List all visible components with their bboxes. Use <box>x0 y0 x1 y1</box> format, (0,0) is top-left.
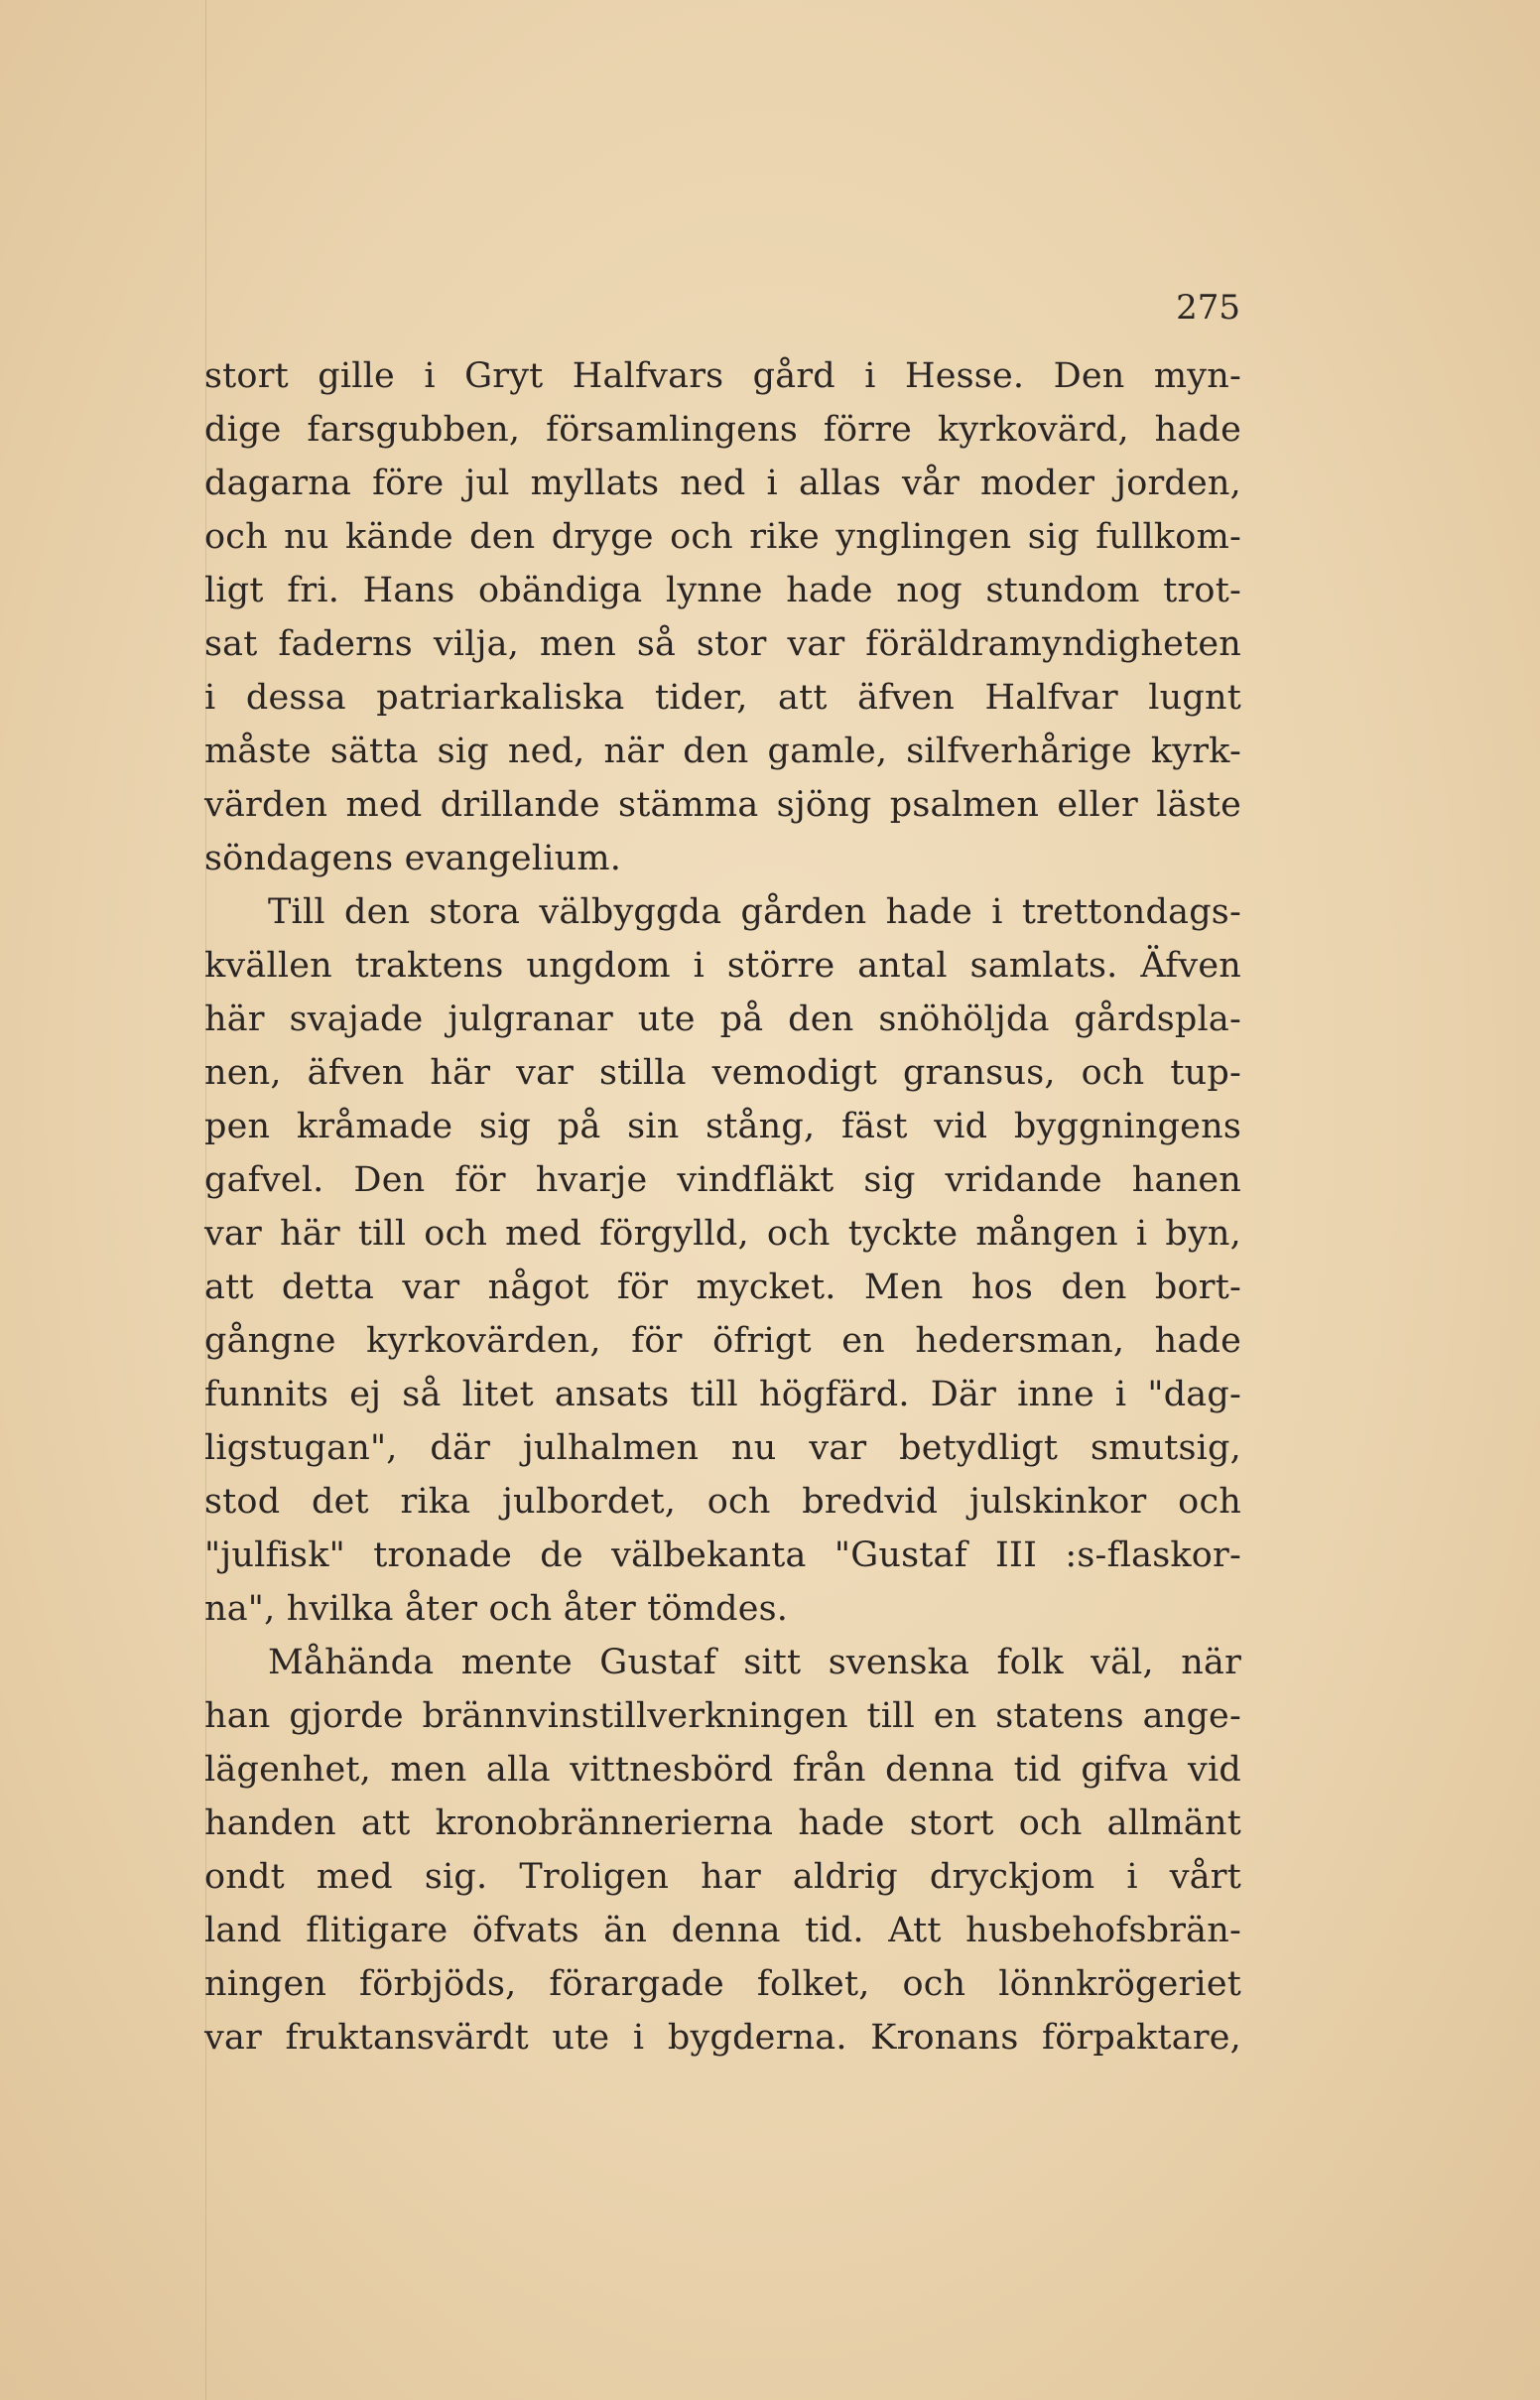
text-line: måste sätta sig ned, när den gamle, silfverhårige kyrk- <box>204 732 1241 771</box>
text-line: var fruktansvärdt ute i bygderna. Kronans förpaktare, <box>204 2018 1241 2058</box>
text-line: ningen förbjöds, förargade folket, och lönnkrögeriet <box>204 1964 1241 2004</box>
text-line: ligt fri. Hans obändiga lynne hade nog stundom trot- <box>204 571 1241 610</box>
text-line: "julfisk" tronade de välbekanta "Gustaf III :s-flaskor- <box>204 1535 1241 1575</box>
text-line: handen att kronobrännerierna hade stort och allmänt <box>204 1803 1241 1843</box>
text-line: Till den stora välbyggda gården hade i trettondags- <box>268 892 1241 932</box>
text-line: Måhända mente Gustaf sitt svenska folk väl, när <box>268 1643 1241 1682</box>
text-line: att detta var något för mycket. Men hos den bort- <box>204 1267 1241 1307</box>
text-line: sat faderns vilja, men så stor var föräldramyndigheten <box>204 624 1241 664</box>
text-line: söndagens evangelium. <box>204 839 622 878</box>
text-line: kvällen traktens ungdom i större antal samlats. Äfven <box>204 946 1241 986</box>
body-text <box>204 349 1241 2065</box>
text-line: dige farsgubben, församlingens förre kyrkovärd, hade <box>204 410 1241 450</box>
page-number: 275 <box>1176 288 1240 328</box>
text-line: stod det rika julbordet, och bredvid julskinkor och <box>204 1482 1241 1522</box>
text-line: ondt med sig. Troligen har aldrig dryckjom i vårt <box>204 1857 1241 1897</box>
text-line: och nu kände den dryge och rike ynglingen sig fullkom- <box>204 517 1241 557</box>
text-line: funnits ej så litet ansats till högfärd. Där inne i "dag- <box>204 1375 1241 1414</box>
text-line: gafvel. Den för hvarje vindfläkt sig vridande hanen <box>204 1160 1241 1200</box>
text-line: i dessa patriarkaliska tider, att äfven Halfvar lugnt <box>204 678 1241 718</box>
text-line: var här till och med förgylld, och tyckte mången i byn, <box>204 1214 1241 1254</box>
text-line: pen kråmade sig på sin stång, fäst vid byggningens <box>204 1107 1241 1146</box>
text-line: lägenhet, men alla vittnesbörd från denna tid gifva vid <box>204 1750 1241 1790</box>
text-line: värden med drillande stämma sjöng psalmen eller läste <box>204 785 1241 825</box>
text-line: stort gille i Gryt Halfvars gård i Hesse. Den myn- <box>204 356 1241 396</box>
text-line: na", hvilka åter och åter tömdes. <box>204 1589 789 1629</box>
text-line: ligstugan", där julhalmen nu var betydligt smutsig, <box>204 1428 1241 1468</box>
text-line: dagarna före jul myllats ned i allas vår moder jorden, <box>204 464 1241 503</box>
text-line: här svajade julgranar ute på den snöhöljda gårdspla- <box>204 1000 1241 1039</box>
text-line: land flitigare öfvats än denna tid. Att husbehofsbrän- <box>204 1911 1241 1950</box>
text-line: han gjorde brännvinstillverkningen till en statens ange- <box>204 1696 1241 1736</box>
text-line: gångne kyrkovärden, för öfrigt en hedersman, hade <box>204 1321 1241 1361</box>
text-line: nen, äfven här var stilla vemodigt gransus, och tup- <box>204 1053 1241 1093</box>
